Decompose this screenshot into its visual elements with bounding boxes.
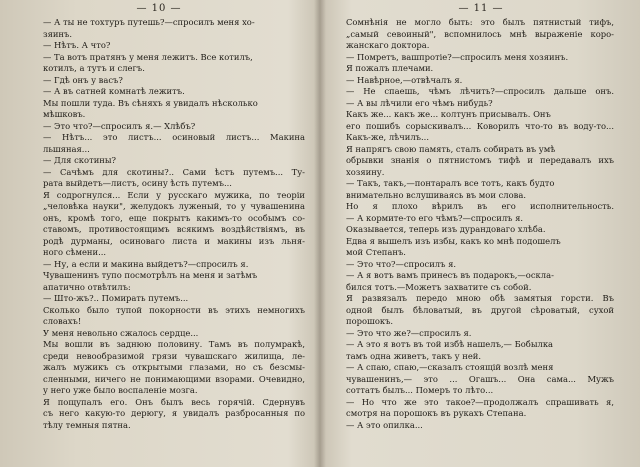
text-line: зяинъ.	[43, 28, 73, 39]
text-line: — А ты не тохтуръ путешь?—спросилъ меня хо-	[43, 17, 255, 27]
text-line: Мы пошли туда. Въ сѣняхъ я увидалъ нѣсколько	[43, 97, 258, 108]
text-line: — Такъ, такъ,—понтаралъ все тотъ, какъ будто	[346, 178, 555, 188]
text-line: сленными, ничего не понимающими взорами. Очевидно,	[43, 373, 305, 384]
page-number: — 10 —	[136, 3, 182, 14]
text-line: Какъ же... какъ же... колтунъ присывалъ. Онъ	[346, 109, 551, 119]
text-line: „самый севоиный", вспомнилось мнѣ выраженіе коро-	[346, 28, 614, 39]
text-line: Я пожалъ плечами.	[346, 63, 434, 73]
text-line: — Нѣтъ... это листъ... осиновый листъ... Макина	[43, 132, 305, 142]
text-line: ставомъ, противостоящимъ всякимъ воздѣйствіямъ, въ	[43, 224, 305, 234]
text-line: „человѣка науки", желудокъ луженый, то у чувашенина	[43, 201, 305, 211]
text-line: У меня невольно сжалось сердце...	[43, 327, 199, 338]
text-line: жалъ мужикъ съ открытыми глазами, но съ безсмы-	[43, 362, 305, 372]
text-line: онъ, кромѣ того, еще покрытъ какимъ-то особымъ со-	[43, 212, 305, 223]
text-line: — А кормите-то его чѣмъ?—спросилъ я.	[346, 212, 524, 223]
left-page	[0, 0, 318, 467]
text-line: внимательно вслушиваясь въ мои слова.	[346, 189, 526, 200]
text-line: — Это что же?—спросилъ я.	[346, 327, 472, 338]
text-line: у него уже было воспаленіе мозга.	[43, 385, 198, 395]
text-line: порошокъ.	[346, 316, 394, 326]
page-number: — 11 —	[458, 3, 504, 14]
text-line: — Навѣрное,—отвѣчалъ я.	[346, 74, 463, 85]
text-line: Я содрогнулся... Если у русскаго мужика, по теоріи	[43, 189, 305, 200]
text-line: рата выйдетъ—листъ, осину ѣсть путемъ...	[43, 178, 232, 188]
text-line: смотря на порошокъ въ рукахъ Степана.	[346, 408, 527, 418]
text-line: — Но что же это такое?—продолжалъ спрашивать я,	[346, 396, 614, 407]
text-line: родѣ дурманы, осиноваго листа и макины изъ льня-	[43, 235, 305, 246]
text-line: котилъ, а тутъ и слегъ.	[43, 63, 145, 73]
text-line: чувашенинъ,— это ... Огашъ... Она сама... Мужъ	[346, 373, 614, 384]
text-line: тамъ одна живетъ, такъ у ней.	[346, 350, 482, 361]
text-line: — А я вотъ вамъ принесъ въ подарокъ,—осклa-	[346, 270, 554, 280]
text-line: — А это опилка...	[346, 419, 423, 430]
text-line: словахъ!	[43, 316, 82, 326]
text-line: тѣлу темныя пятна.	[43, 419, 131, 430]
text-line: ного сѣмени...	[43, 247, 107, 257]
text-line: — Для скотины?	[43, 155, 117, 165]
text-line: — Сачѣмъ для скотины?.. Сами ѣстъ путемъ... Ту-	[43, 166, 305, 177]
text-line: апатично отвѣтилъ:	[43, 281, 131, 292]
text-line: мѣшковъ.	[43, 109, 86, 119]
right-page	[322, 0, 640, 467]
text-line: — Што-жъ?.. Помирать путемъ...	[43, 293, 189, 303]
page-body	[43, 17, 305, 431]
text-line: Я пощупалъ его. Онъ былъ весь горячій. Сдернувъ	[43, 396, 305, 407]
text-line: Оказывается, теперь изъ дурандоваго хлѣба.	[346, 224, 546, 234]
page-body	[346, 17, 614, 431]
text-line: бился тотъ.—Можетъ захватите съ собой.	[346, 281, 532, 292]
text-line: — Помретъ, вашпротіе?—спросилъ меня хозяинъ.	[346, 51, 569, 62]
text-line: мой Степанъ.	[346, 247, 406, 257]
text-line: — А это я вотъ въ той избѣ нашелъ,— Бобылка	[346, 339, 554, 349]
text-line: — А вы лѣчили его чѣмъ нибудь?	[346, 97, 493, 108]
text-line: — Это что?—спросилъ я.	[346, 258, 457, 269]
text-line: — А спаю, спаю,—сказалъ стоящій возлѣ меня	[346, 362, 554, 372]
text-line: Я напрягъ свою память, сталъ собирать въ умѣ	[346, 143, 556, 154]
text-line: одной былъ бѣловатый, въ другой сѣроватый, сухой	[346, 304, 614, 315]
text-line: — Нѣтъ. А что?	[43, 40, 111, 50]
text-line: — Не спаешь, чѣмъ лѣчить?—спросилъ дальше онъ.	[346, 86, 614, 96]
text-line: — А въ сатней комнатѣ лежитъ.	[43, 86, 185, 96]
text-line: жанскаго доктора.	[346, 40, 430, 50]
text-line: Я развязалъ передо мною обѣ замятыя горсти. Въ	[346, 293, 614, 303]
text-line: Какъ-же, лѣчилъ...	[346, 132, 429, 142]
text-line: — Гдѣ онъ у васъ?	[43, 74, 123, 85]
text-line: обрывки знанія о пятнистомъ тифѣ и передавалъ ихъ	[346, 155, 614, 165]
text-line: — Та вотъ пратянъ у меня лежитъ. Все котилъ,	[43, 51, 253, 62]
text-line: льшяная...	[43, 143, 90, 154]
text-line: хозяину.	[346, 166, 385, 177]
text-line: Сомнѣнія не могло быть: это былъ пятнистый тифъ,	[346, 17, 614, 27]
text-line: Мы вошли въ заднюю половину. Тамъ въ полумракѣ,	[43, 339, 305, 349]
text-line: Чувашенинъ тупо посмотрѣлъ на меня и затѣмъ	[43, 270, 258, 280]
text-line: соттатъ былъ... Померъ то лѣто...	[346, 385, 494, 395]
text-line: — Ну, а если и макина выйдетъ?—спросилъ я.	[43, 258, 249, 269]
text-line: Но я плохо вѣрилъ въ его исполнительность.	[346, 201, 614, 211]
text-line: среди невообразимой грязи чувашскаго жилища, ле-	[43, 350, 305, 361]
text-line: съ него какую-то дерюгу, я увидалъ разбросанныя по	[43, 408, 305, 418]
text-line: Сколько было тупой покорности въ этихъ немногихъ	[43, 304, 305, 315]
text-line: Едва я вышелъ изъ избы, какъ ко мнѣ подошелъ	[346, 235, 561, 246]
text-line: — Это что?—спросилъ я.— Хлѣбъ?	[43, 120, 196, 131]
text-line: его пошибъ сорыскивалъ... Коворилъ что-то въ воду-то...	[346, 120, 614, 131]
